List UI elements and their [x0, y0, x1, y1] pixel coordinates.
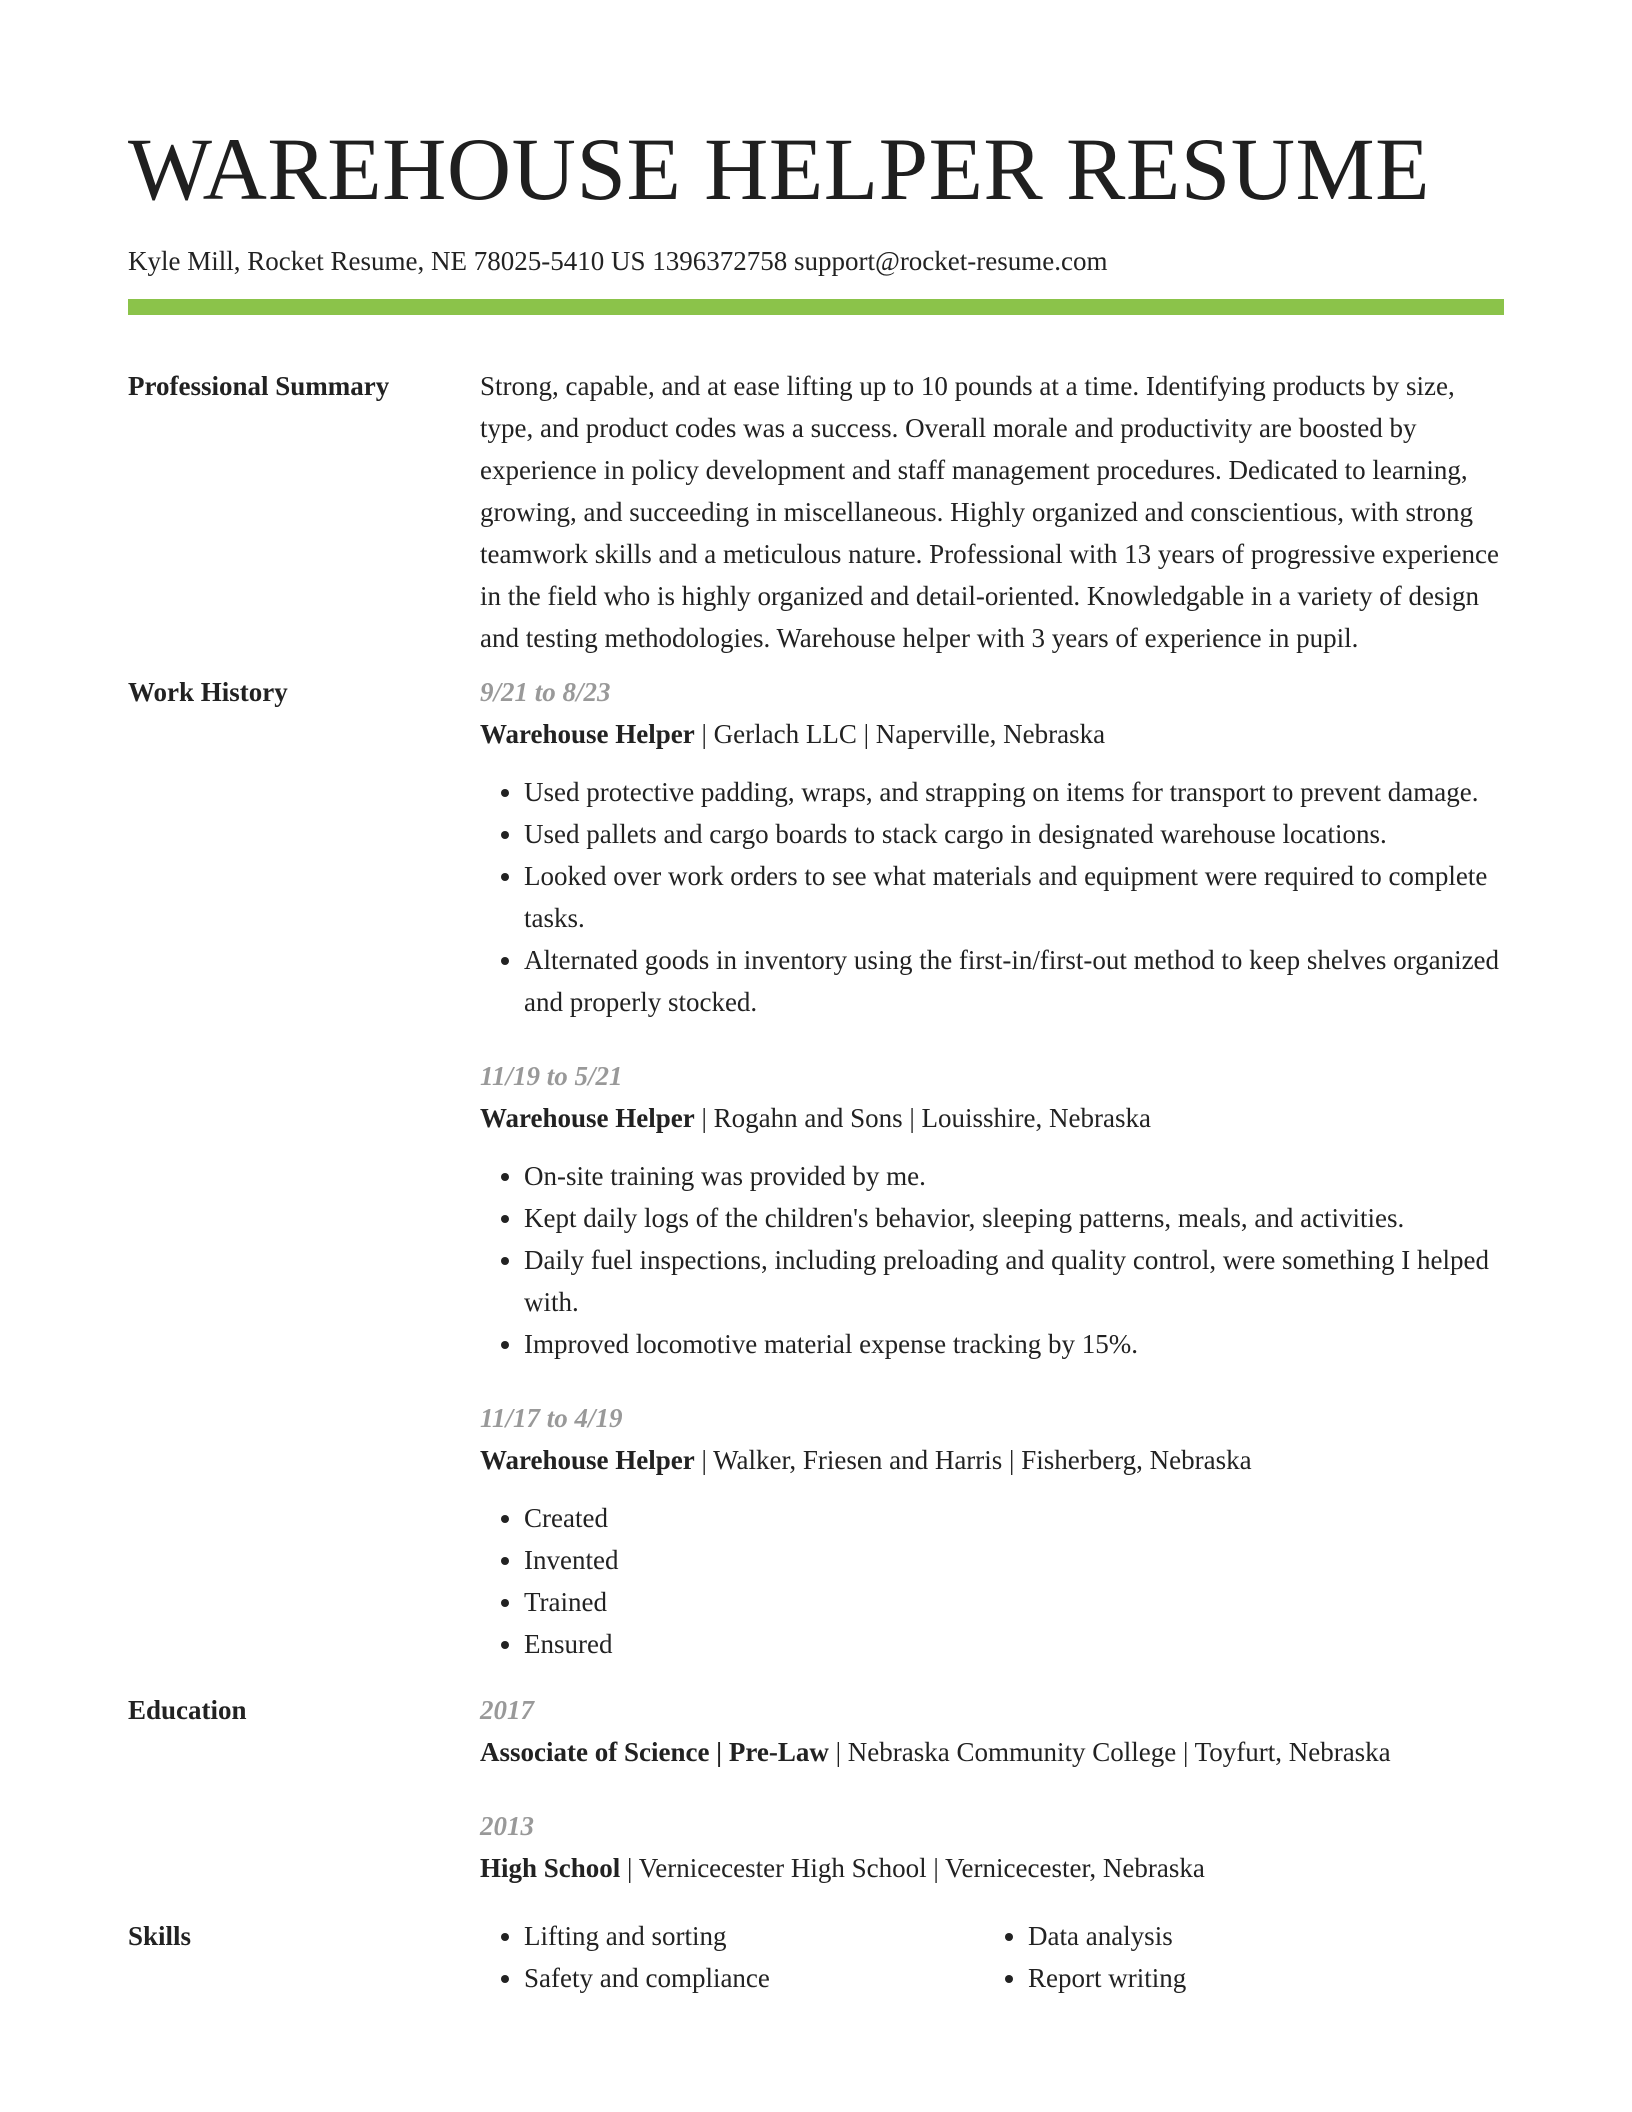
job-bullet: • Looked over work orders to see what materials and equipment were required to complete tasks. — [524, 855, 1504, 939]
job-details: | Walker, Friesen and Harris | Fisherberg, Nebraska — [694, 1445, 1252, 1476]
education-details: | Vernicecester High School | Vernicecester, Nebraska — [620, 1853, 1205, 1884]
work-history-list — [480, 671, 1504, 1665]
education-year: 2017 — [480, 1695, 534, 1726]
job-bullet: • Kept daily logs of the children's behavior, sleeping patterns, meals, and activities. — [524, 1197, 1504, 1239]
job-bullet: • Improved locomotive material expense tracking by 15%. — [524, 1323, 1504, 1365]
skill-item: • Report writing — [1028, 1957, 1488, 1999]
section-label-education: Education — [128, 1695, 247, 1726]
job-entry — [480, 671, 1504, 1023]
summary-text: Strong, capable, and at ease lifting up to 10 pounds at a time. Identifying products by size, type, and product codes was a success. Overall morale and productivity are boosted by experience in policy development and staff management procedures. Dedicated to learning, growing, and succeeding in miscellaneous. Highly organized and conscientious, with strong teamwork skills and a meticulous nature. Professional with 13 years of progressive experience in the field who is highly organized and detail-oriented. Knowledgable in a variety of design and testing methodologies. Warehouse helper with 3 years of experience in pupil. — [480, 371, 1499, 654]
job-bullet: • Daily fuel inspections, including preloading and quality control, were something I helped with. — [524, 1239, 1504, 1323]
education-heading — [480, 1731, 1504, 1773]
job-bullet: • Used protective padding, wraps, and strapping on items for transport to prevent damage. — [524, 771, 1504, 813]
section-label-summary: Professional Summary — [128, 371, 390, 402]
education-degree: Associate of Science | Pre-Law — [480, 1737, 829, 1768]
skill-item: • Data analysis — [1028, 1915, 1488, 1957]
resume-title: WAREHOUSE HELPER RESUME — [128, 121, 1431, 219]
job-details: | Gerlach LLC | Naperville, Nebraska — [694, 719, 1106, 750]
job-bullet: • Trained — [524, 1581, 1504, 1623]
job-bullet: • Used pallets and cargo boards to stack cargo in designated warehouse locations. — [524, 813, 1504, 855]
job-dates: 9/21 to 8/23 — [480, 677, 611, 708]
section-label-work-history: Work History — [128, 677, 288, 708]
job-bullet: • Ensured — [524, 1623, 1504, 1665]
job-entry — [480, 1055, 1504, 1365]
skill-item: • Safety and compliance — [524, 1957, 984, 1999]
education-entry — [480, 1689, 1504, 1773]
education-details: | Nebraska Community College | Toyfurt, Nebraska — [828, 1737, 1391, 1768]
education-degree: High School — [480, 1853, 621, 1884]
education-entry — [480, 1805, 1504, 1889]
summary-section — [128, 365, 1504, 659]
job-dates: 11/19 to 5/21 — [480, 1061, 623, 1092]
skills-column-left — [480, 1915, 984, 1999]
work-history-section — [128, 671, 1504, 1665]
job-bullets — [480, 1155, 1504, 1365]
job-heading — [480, 713, 1504, 755]
skills-grid — [480, 1915, 1504, 1999]
section-label-skills: Skills — [128, 1921, 192, 1952]
job-entry — [480, 1397, 1504, 1665]
job-bullet: • Invented — [524, 1539, 1504, 1581]
job-bullets — [480, 771, 1504, 1023]
job-dates: 11/17 to 4/19 — [480, 1403, 623, 1434]
job-title: Warehouse Helper — [480, 719, 695, 750]
job-heading — [480, 1439, 1504, 1481]
education-year: 2013 — [480, 1811, 534, 1842]
job-bullets — [480, 1497, 1504, 1665]
job-title: Warehouse Helper — [480, 1445, 695, 1476]
skills-section — [128, 1915, 1504, 1999]
skill-item: • Lifting and sorting — [524, 1915, 984, 1957]
job-heading — [480, 1097, 1504, 1139]
contact-line: Kyle Mill, Rocket Resume, NE 78025-5410 US 1396372758 support@rocket-resume.com — [128, 246, 1108, 276]
education-section — [128, 1689, 1504, 1889]
job-details: | Rogahn and Sons | Louisshire, Nebraska — [694, 1103, 1151, 1134]
job-title: Warehouse Helper — [480, 1103, 695, 1134]
job-bullet: • Created — [524, 1497, 1504, 1539]
education-list — [480, 1689, 1504, 1889]
job-bullet: • Alternated goods in inventory using the first-in/first-out method to keep shelves organized and properly stocked. — [524, 939, 1504, 1023]
education-heading — [480, 1847, 1504, 1889]
job-bullet: • On-site training was provided by me. — [524, 1155, 1504, 1197]
accent-divider — [128, 299, 1504, 315]
skills-column-right — [984, 1915, 1488, 1999]
